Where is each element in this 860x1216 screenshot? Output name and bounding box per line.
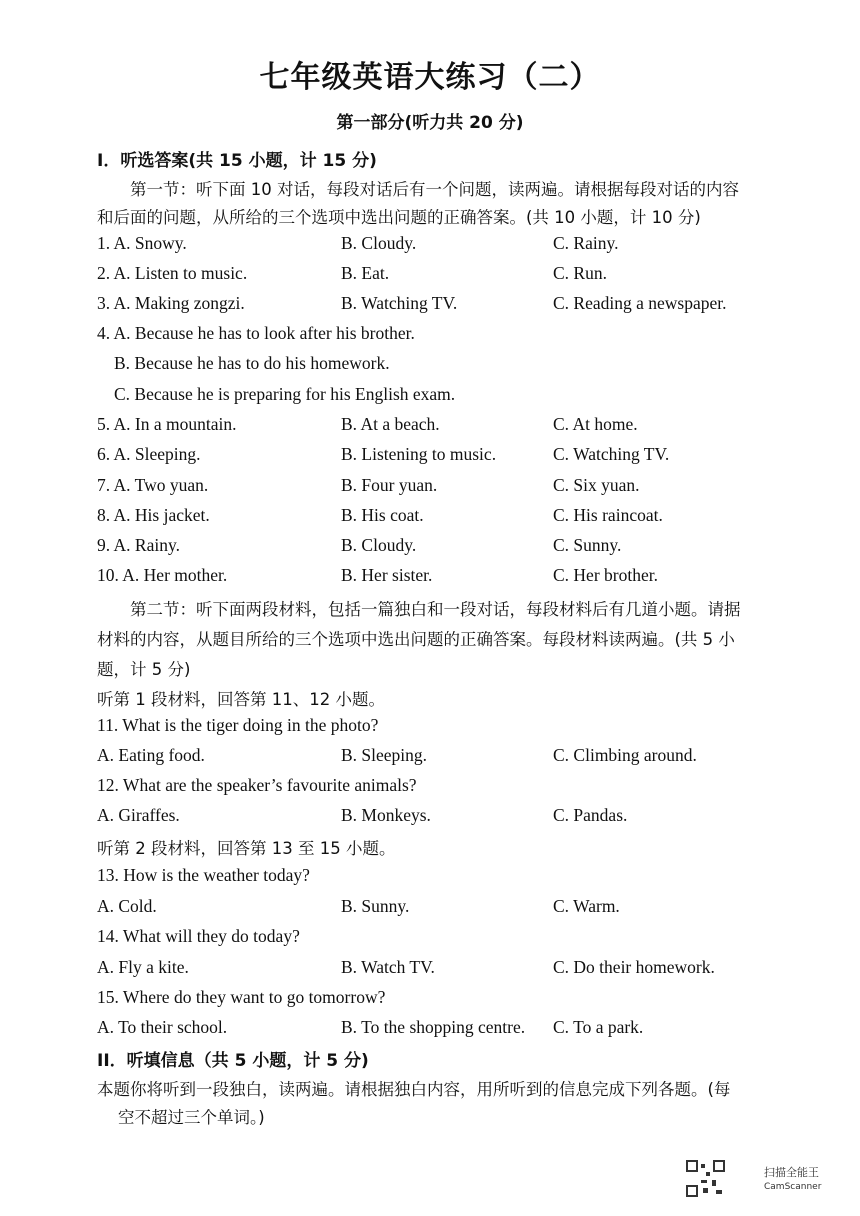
page-title: 七年级英语大练习（二）: [259, 60, 601, 95]
option-a: A. Fly a kite.: [97, 957, 189, 977]
section-1-instruction-line-2: 和后面的问题，从所给的三个选项中选出问题的正确答案。(共 10 小题，计 10 分): [97, 208, 701, 227]
option-a: A. Giraffes.: [97, 805, 180, 825]
section-1-part-2-instruction-line-1: 第二节：听下面两段材料，包括一篇独白和一段对话，每段材料后有几道小题。请据: [130, 600, 741, 619]
question-12: 12. What are the speaker’s favourite animals?: [97, 775, 417, 795]
option-c: C. Sunny.: [553, 535, 622, 555]
question-2: [97, 263, 797, 287]
watermark-text: 扫描全能王: [764, 1166, 819, 1179]
scanner-watermark: [686, 1158, 836, 1202]
option-a: 2. A. Listen to music.: [97, 263, 248, 283]
option-c: C. Six yuan.: [553, 475, 640, 495]
question-11: 11. What is the tiger doing in the photo?: [97, 715, 379, 735]
option-b: B. Watch TV.: [341, 957, 435, 977]
question-4-option-a: 4. A. Because he has to look after his brother.: [97, 323, 415, 343]
question-15-options: [97, 1017, 797, 1041]
option-b: B. At a beach.: [341, 414, 440, 434]
option-a: 3. A. Making zongzi.: [97, 293, 245, 313]
option-b: B. Sleeping.: [341, 745, 428, 765]
question-4-option-c: C. Because he is preparing for his English exam.: [114, 384, 456, 404]
option-a: A. Eating food.: [97, 745, 205, 765]
question-9: [97, 535, 797, 559]
option-a: 8. A. His jacket.: [97, 505, 210, 525]
question-14-options: [97, 957, 797, 981]
option-a: 10. A. Her mother.: [97, 565, 228, 585]
option-a: A. Cold.: [97, 896, 157, 916]
watermark-subtext: CamScanner: [764, 1182, 822, 1192]
option-c: C. Climbing around.: [553, 745, 697, 765]
question-5: [97, 414, 797, 438]
question-13-options: [97, 896, 797, 920]
option-c: C. Rainy.: [553, 233, 619, 253]
material-2-note: 听第 2 段材料，回答第 13 至 15 小题。: [97, 839, 396, 858]
question-11-options: [97, 745, 797, 769]
question-6: [97, 444, 797, 468]
section-1-heading: I．听选答案(共 15 小题，计 15 分): [97, 151, 377, 171]
question-4-option-b: B. Because he has to do his homework.: [114, 353, 390, 373]
option-a: 7. A. Two yuan.: [97, 475, 209, 495]
option-b: B. Four yuan.: [341, 475, 438, 495]
question-12-options: [97, 805, 797, 829]
option-c: C. To a park.: [553, 1017, 644, 1037]
option-c: C. Pandas.: [553, 805, 628, 825]
option-c: C. Reading a newspaper.: [553, 293, 727, 313]
section-1-part-2-instruction-line-2: 材料的内容，从题目所给的三个选项中选出问题的正确答案。每段材料读两遍。(共 5 小: [97, 630, 735, 649]
option-b: B. His coat.: [341, 505, 424, 525]
option-b: B. Watching TV.: [341, 293, 458, 313]
option-a: 9. A. Rainy.: [97, 535, 180, 555]
option-c: C. Run.: [553, 263, 607, 283]
option-a: 5. A. In a mountain.: [97, 414, 237, 434]
section-2-heading: II．听填信息（共 5 小题，计 5 分): [97, 1051, 369, 1071]
option-c: C. Warm.: [553, 896, 620, 916]
option-a: A. To their school.: [97, 1017, 228, 1037]
qr-code-icon: [686, 1160, 726, 1198]
option-c: C. Watching TV.: [553, 444, 670, 464]
question-7: [97, 475, 797, 499]
question-15: 15. Where do they want to go tomorrow?: [97, 987, 386, 1007]
part-heading: 第一部分(听力共 20 分): [336, 113, 524, 133]
option-b: B. Cloudy.: [341, 535, 417, 555]
option-b: B. To the shopping centre.: [341, 1017, 526, 1037]
option-c: C. Her brother.: [553, 565, 658, 585]
option-a: 6. A. Sleeping.: [97, 444, 201, 464]
question-8: [97, 505, 797, 529]
option-b: B. Cloudy.: [341, 233, 417, 253]
option-c: C. Do their homework.: [553, 957, 715, 977]
section-2-instruction-line-1: 本题你将听到一段独白，读两遍。请根据独白内容，用所听到的信息完成下列各题。(每: [97, 1080, 731, 1099]
section-1-instruction-line-1: 第一节：听下面 10 对话，每段对话后有一个问题，读两遍。请根据每段对话的内容: [130, 180, 739, 199]
option-b: B. Monkeys.: [341, 805, 431, 825]
question-1: [97, 233, 797, 257]
question-14: 14. What will they do today?: [97, 926, 300, 946]
option-b: B. Her sister.: [341, 565, 433, 585]
question-3: [97, 293, 797, 317]
question-10: [97, 565, 797, 589]
option-b: B. Eat.: [341, 263, 390, 283]
option-b: B. Sunny.: [341, 896, 410, 916]
question-13: 13. How is the weather today?: [97, 865, 310, 885]
material-1-note: 听第 1 段材料，回答第 11、12 小题。: [97, 690, 385, 709]
section-2-instruction-line-2: 空不超过三个单词。): [118, 1108, 265, 1127]
option-c: C. At home.: [553, 414, 638, 434]
option-a: 1. A. Snowy.: [97, 233, 187, 253]
option-c: C. His raincoat.: [553, 505, 663, 525]
option-b: B. Listening to music.: [341, 444, 497, 464]
section-1-part-2-instruction-line-3: 题，计 5 分): [97, 660, 191, 679]
